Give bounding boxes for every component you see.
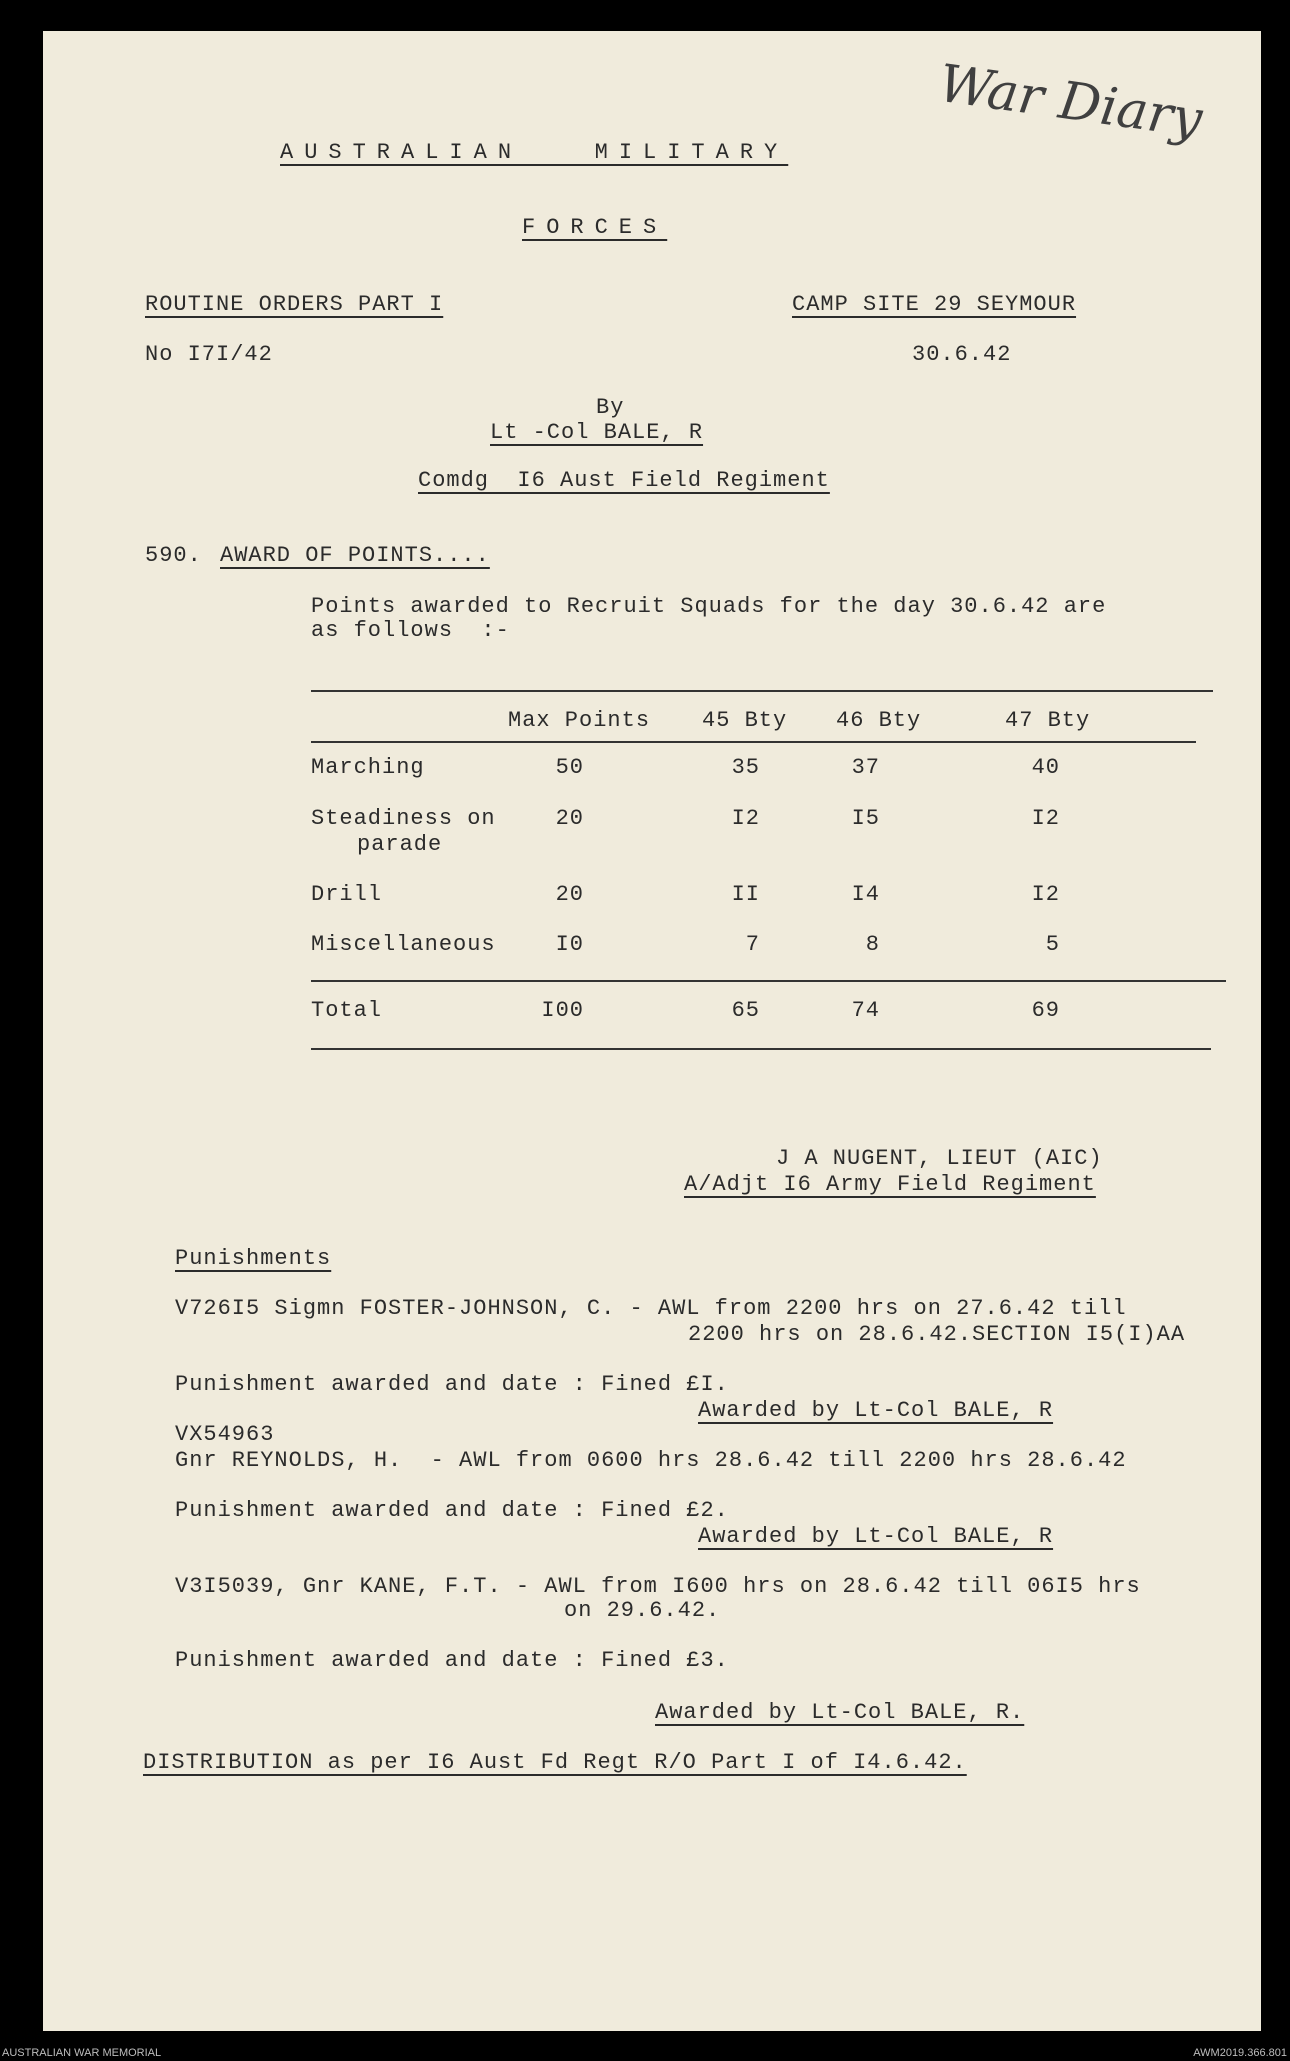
- cell-max: 50: [555, 755, 584, 780]
- cell-47: I2: [1031, 806, 1060, 831]
- table-total-rule: [311, 980, 1226, 982]
- punishment-award: Punishment awarded and date : Fined £I.: [175, 1372, 729, 1397]
- cell-46: I4: [851, 882, 880, 907]
- distribution-line: DISTRIBUTION as per I6 Aust Fd Regt R/O Part I of I4.6.42.: [143, 1750, 967, 1775]
- row-label-continuation: parade: [357, 832, 443, 857]
- punishment-entry-line: Gnr REYNOLDS, H. - AWL from 0600 hrs 28.6.42 till 2200 hrs 28.6.42: [175, 1448, 1127, 1473]
- total-46: 74: [851, 998, 880, 1023]
- table-top-rule: [311, 690, 1213, 692]
- document-page: [43, 31, 1261, 2031]
- table-header-rule: [311, 741, 1196, 743]
- table-bottom-rule: [311, 1048, 1211, 1050]
- row-label: Miscellaneous: [311, 932, 496, 957]
- cell-45: 7: [745, 932, 760, 957]
- punishment-award: Punishment awarded and date : Fined £2.: [175, 1498, 729, 1523]
- cell-47: 40: [1031, 755, 1060, 780]
- punishment-entry-line: V3I5039, Gnr KANE, F.T. - AWL from I600 hrs on 28.6.42 till 06I5 hrs: [175, 1574, 1141, 1599]
- column-header-45-bty: 45 Bty: [702, 708, 788, 733]
- header-line-1: AUSTRALIAN MILITARY: [280, 140, 789, 165]
- row-label: Steadiness on: [311, 806, 496, 831]
- section-intro-line-2: as follows :-: [311, 618, 510, 643]
- section-intro-line-1: Points awarded to Recruit Squads for the day 30.6.42 are: [311, 594, 1107, 619]
- punishment-entry-line: V726I5 Sigmn FOSTER-JOHNSON, C. - AWL from 2200 hrs on 27.6.42 till: [175, 1296, 1127, 1321]
- header-line-2: FORCES: [522, 215, 668, 240]
- total-label: Total: [311, 998, 383, 1023]
- punishment-awarded-by: Awarded by Lt-Col BALE, R.: [655, 1700, 1025, 1725]
- command-title: Comdg I6 Aust Field Regiment: [418, 468, 830, 493]
- cell-max: 20: [555, 882, 584, 907]
- total-max: I00: [541, 998, 584, 1023]
- camp-site-label: CAMP SITE 29 SEYMOUR: [792, 292, 1077, 317]
- cell-max: 20: [555, 806, 584, 831]
- punishments-heading: Punishments: [175, 1246, 332, 1271]
- column-header-46-bty: 46 Bty: [836, 708, 922, 733]
- routine-orders-label: ROUTINE ORDERS PART I: [145, 292, 444, 317]
- footer-right-reference: AWM2019.366.801: [1193, 2047, 1287, 2059]
- cell-45: I2: [731, 806, 760, 831]
- punishment-award: Punishment awarded and date : Fined £3.: [175, 1648, 729, 1673]
- row-label: Drill: [311, 882, 383, 907]
- handwritten-note: War Diary: [935, 53, 1206, 151]
- total-45: 65: [731, 998, 760, 1023]
- issuing-officer: Lt -Col BALE, R: [490, 420, 704, 445]
- punishment-service-number: VX54963: [175, 1422, 275, 1447]
- punishment-entry-line: 2200 hrs on 28.6.42.SECTION I5(I)AA: [688, 1322, 1186, 1347]
- by-label: By: [596, 395, 625, 420]
- cell-max: I0: [555, 932, 584, 957]
- column-header-max-points: Max Points: [508, 708, 651, 733]
- cell-46: 37: [851, 755, 880, 780]
- column-header-47-bty: 47 Bty: [1005, 708, 1091, 733]
- footer-left-credit: AUSTRALIAN WAR MEMORIAL: [2, 2047, 162, 2059]
- cell-47: 5: [1045, 932, 1060, 957]
- total-47: 69: [1031, 998, 1060, 1023]
- section-number: 590.: [145, 543, 202, 568]
- punishment-awarded-by: Awarded by Lt-Col BALE, R: [698, 1524, 1054, 1549]
- cell-46: 8: [865, 932, 880, 957]
- order-number: No I7I/42: [145, 342, 273, 367]
- punishment-awarded-by: Awarded by Lt-Col BALE, R: [698, 1398, 1054, 1423]
- order-date: 30.6.42: [912, 342, 1012, 367]
- signature-name: J A NUGENT, LIEUT (AIC): [776, 1146, 1103, 1171]
- cell-47: I2: [1031, 882, 1060, 907]
- punishment-entry-line: on 29.6.42.: [564, 1598, 721, 1623]
- signature-title: A/Adjt I6 Army Field Regiment: [684, 1172, 1096, 1197]
- cell-45: II: [731, 882, 760, 907]
- row-label: Marching: [311, 755, 425, 780]
- cell-46: I5: [851, 806, 880, 831]
- cell-45: 35: [731, 755, 760, 780]
- section-title: AWARD OF POINTS....: [220, 543, 490, 568]
